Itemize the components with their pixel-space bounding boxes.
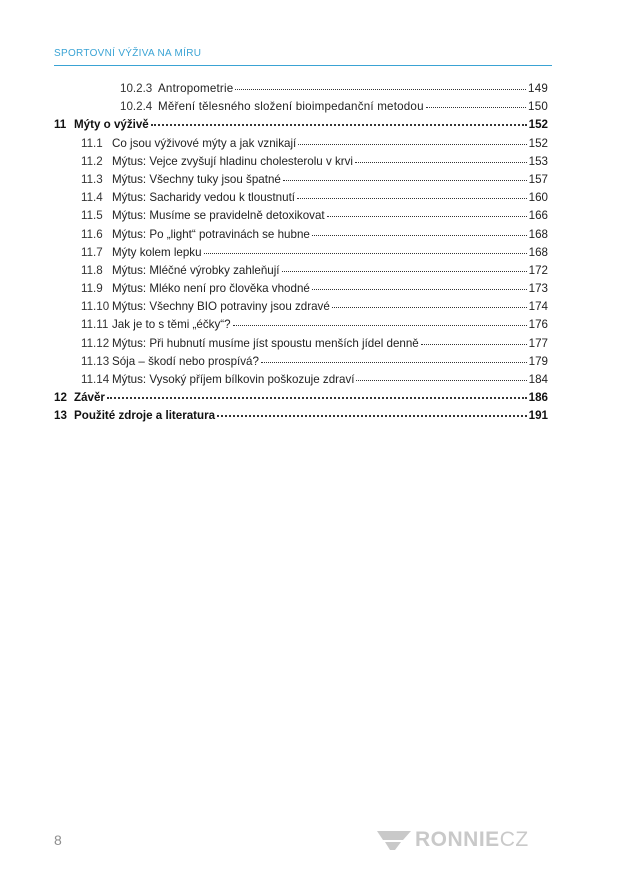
toc-entry-title: Mýtus: Mléčné výrobky zahleňují	[112, 263, 280, 277]
toc-entry-page: 179	[528, 354, 548, 368]
toc-dot-leader	[356, 379, 526, 381]
toc-entry[interactable]	[54, 173, 548, 191]
toc-dot-leader	[312, 234, 527, 236]
toc-dot-leader	[355, 161, 527, 163]
toc-entry-number: 11.9	[81, 282, 103, 296]
toc-entry-title: Mýtus: Mléko není pro člověka vhodné	[112, 282, 310, 296]
toc-entry[interactable]	[54, 191, 548, 209]
toc-entry-page: 168	[528, 245, 548, 259]
toc-entry[interactable]	[54, 373, 548, 391]
toc-entry-number: 11.2	[81, 154, 103, 168]
toc-entry-page: 174	[528, 300, 548, 314]
toc-entry-number: 12	[54, 391, 67, 405]
toc-entry-title: Sója – škodí nebo prospívá?	[112, 354, 259, 368]
toc-entry-number: 11.12	[81, 336, 110, 350]
toc-dot-leader	[151, 123, 527, 126]
toc-entry-title: Mýtus: Vysoký příjem bílkovin poškozuje zdraví	[112, 373, 355, 386]
toc-dot-leader	[332, 306, 527, 308]
toc-entry[interactable]	[54, 118, 548, 136]
toc-dot-leader	[426, 106, 526, 108]
table-of-contents	[54, 82, 548, 428]
toc-entry[interactable]	[54, 282, 548, 300]
toc-entry-page: 191	[528, 409, 548, 423]
toc-entry-title: Mýtus: Vejce zvyšují hladinu cholesterolu v krvi	[112, 154, 353, 168]
toc-entry[interactable]	[54, 300, 548, 318]
toc-entry-page: 153	[528, 154, 548, 168]
logo-text	[415, 828, 529, 852]
toc-entry[interactable]	[54, 246, 548, 264]
page-number: 8	[54, 832, 62, 848]
toc-dot-leader	[297, 197, 527, 199]
toc-dot-leader	[217, 414, 527, 417]
toc-entry-number: 11.13	[81, 354, 110, 368]
toc-entry[interactable]	[54, 228, 548, 246]
toc-entry-title: Mýtus: Musíme se pravidelně detoxikovat	[112, 209, 325, 223]
logo-main-text: RONNIE	[415, 828, 500, 851]
toc-entry-page: 152	[528, 136, 548, 150]
toc-entry-page: 149	[528, 82, 548, 95]
toc-entry[interactable]	[54, 100, 548, 118]
toc-entry-page: 166	[528, 209, 548, 223]
toc-dot-leader	[327, 215, 527, 217]
toc-entry[interactable]	[54, 209, 548, 227]
ronnie-wing-logo-icon	[377, 828, 413, 852]
toc-entry-number: 11.7	[81, 245, 103, 259]
toc-entry-number: 11.14	[81, 373, 110, 386]
toc-entry-page: 177	[528, 336, 548, 350]
header-rule	[54, 65, 552, 66]
toc-entry-page: 168	[528, 227, 548, 241]
toc-dot-leader	[107, 396, 527, 399]
toc-entry-number: 11.4	[81, 191, 103, 205]
toc-entry[interactable]	[54, 318, 548, 336]
toc-entry[interactable]	[54, 391, 548, 409]
toc-entry-title: Mýtus: Všechny BIO potraviny jsou zdravé	[112, 300, 330, 314]
toc-entry-number: 11.10	[81, 300, 110, 314]
toc-entry-title: Mýty o výživě	[74, 118, 149, 132]
toc-entry-number: 10.2.4	[120, 100, 153, 114]
toc-entry-number: 11.5	[81, 209, 103, 223]
toc-entry-number: 11.3	[81, 172, 103, 186]
toc-dot-leader	[204, 252, 527, 254]
toc-entry[interactable]	[54, 137, 548, 155]
toc-entry-title: Použité zdroje a literatura	[74, 409, 216, 423]
toc-entry-page: 160	[528, 191, 548, 205]
toc-entry[interactable]	[54, 82, 548, 100]
toc-dot-leader	[261, 361, 527, 363]
toc-dot-leader	[282, 270, 527, 272]
toc-entry-page: 184	[528, 373, 548, 386]
toc-entry-number: 11.11	[81, 318, 109, 332]
toc-entry-number: 11.8	[81, 263, 103, 277]
toc-dot-leader	[312, 288, 527, 290]
toc-entry-title: Měření tělesného složení bioimpedanční metodou	[158, 100, 424, 114]
toc-entry-title: Mýtus: Při hubnutí musíme jíst spoustu menších jídel denně	[112, 336, 419, 350]
running-header: SPORTOVNÍ VÝŽIVA NA MÍRU	[54, 48, 202, 59]
toc-entry[interactable]	[54, 264, 548, 282]
toc-entry-title: Mýtus: Sacharidy vedou k tloustnutí	[112, 191, 296, 205]
toc-entry-title: Závěr	[74, 391, 105, 405]
toc-entry-page: 186	[528, 391, 548, 405]
toc-entry-page: 150	[528, 100, 548, 114]
toc-entry-number: 11	[54, 118, 67, 132]
toc-entry-title: Jak je to s těmi „éčky“?	[112, 318, 231, 332]
toc-entry-title: Co jsou výživové mýty a jak vznikají	[112, 136, 297, 150]
toc-dot-leader	[233, 324, 527, 326]
toc-entry[interactable]	[54, 355, 548, 373]
toc-entry-title: Mýtus: Všechny tuky jsou špatné	[112, 172, 281, 186]
ronnie-logo	[377, 828, 529, 852]
toc-entry-number: 10.2.3	[120, 82, 153, 95]
toc-entry-title: Antropometrie	[158, 82, 234, 95]
toc-entry-title: Mýty kolem lepku	[112, 245, 202, 259]
toc-entry-number: 11.1	[81, 136, 103, 150]
toc-entry[interactable]	[54, 409, 548, 427]
toc-entry-page: 152	[528, 118, 548, 132]
toc-entry-page: 176	[528, 318, 548, 332]
toc-entry[interactable]	[54, 337, 548, 355]
toc-dot-leader	[235, 88, 526, 90]
toc-dot-leader	[283, 179, 527, 181]
logo-suffix-text: CZ	[499, 828, 529, 851]
toc-entry[interactable]	[54, 155, 548, 173]
toc-dot-leader	[298, 143, 526, 145]
toc-entry-page: 157	[528, 172, 548, 186]
toc-entry-page: 172	[528, 263, 548, 277]
toc-entry-number: 11.6	[81, 227, 103, 241]
toc-entry-page: 173	[528, 282, 548, 296]
toc-entry-number: 13	[54, 409, 67, 423]
toc-entry-title: Mýtus: Po „light“ potravinách se hubne	[112, 227, 310, 241]
toc-dot-leader	[421, 343, 527, 345]
